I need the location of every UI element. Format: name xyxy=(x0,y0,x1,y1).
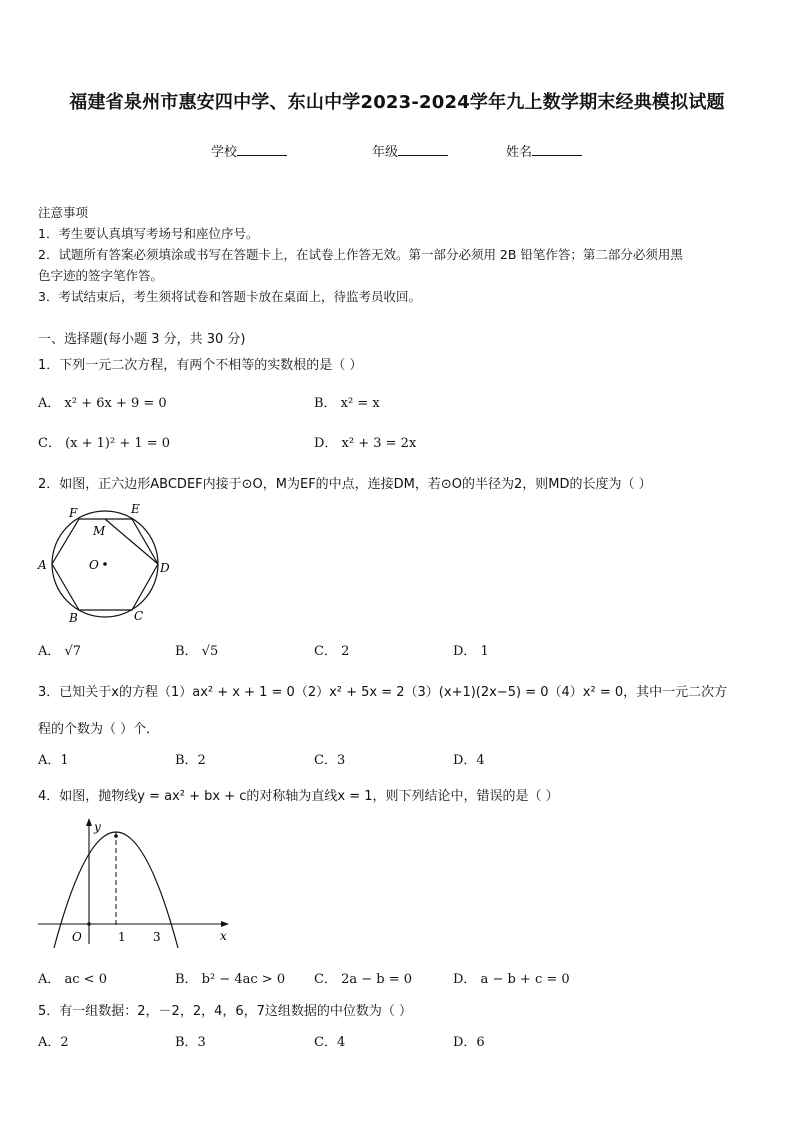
q5-option-c: C．4 xyxy=(314,1035,346,1050)
grade-field xyxy=(372,141,448,160)
q2-option-d: D． 1 xyxy=(453,644,489,659)
name-label: 姓名 xyxy=(506,145,533,160)
exam-title: 福建省泉州市惠安四中学、东山中学2023-2024学年九上数学期末经典模拟试题 xyxy=(69,92,725,113)
grade-label: 年级 xyxy=(372,145,399,160)
q3-option-b: B．2 xyxy=(175,753,206,768)
q5-option-d: D．6 xyxy=(453,1035,485,1050)
tick-3: 3 xyxy=(153,930,161,944)
q1-option-c: C． (x + 1)² + 1 = 0 xyxy=(38,436,171,451)
label-y: y xyxy=(94,820,101,834)
notice-heading: 注意事项 xyxy=(38,205,89,220)
q3-option-c: C．3 xyxy=(314,753,346,768)
q4-option-d: D． a − b + c = 0 xyxy=(453,972,570,987)
label-b: B xyxy=(69,611,78,625)
section-heading: 一、选择题(每小题 3 分，共 30 分) xyxy=(38,332,246,347)
label-m: M xyxy=(93,524,106,538)
q3-option-a: A．1 xyxy=(38,753,69,768)
q1-option-a: A． x² + 6x + 9 = 0 xyxy=(38,396,167,411)
notice-item-3: 3．考试结束后，考生须将试卷和答题卡放在桌面上，待监考员收回。 xyxy=(38,289,421,304)
label-c: C xyxy=(134,609,144,623)
segment-md xyxy=(105,519,158,564)
school-field xyxy=(211,141,287,160)
q5-option-b: B．3 xyxy=(175,1035,206,1050)
notice-item-2: 2．试题所有答案必须填涂或书写在答题卡上，在试卷上作答无效。第一部分必须用 2B 铅笔作答；第二部分必须用黑 xyxy=(38,247,683,262)
grade-blank xyxy=(398,143,448,156)
q4-stem: 4．如图，抛物线y = ax² + bx + c的对称轴为直线x = 1，则下列结论中，错误的是（ ） xyxy=(38,789,559,804)
q3-option-d: D．4 xyxy=(453,753,485,768)
hexagon-figure xyxy=(36,500,176,628)
q4-option-c: C． 2a − b = 0 xyxy=(314,972,413,987)
q4-option-a: A． ac < 0 xyxy=(38,972,107,987)
label-e: E xyxy=(131,502,140,516)
q2-option-c: C． 2 xyxy=(314,644,350,659)
q5-stem: 5．有一组数据：2，－2，2，4，6，7这组数据的中位数为（ ） xyxy=(38,1004,413,1019)
label-a: A xyxy=(38,558,47,572)
parabola-figure xyxy=(34,814,234,948)
vertex-point xyxy=(114,834,118,838)
label-d: D xyxy=(160,561,170,575)
q2-option-a: A． √7 xyxy=(38,644,82,659)
tick-1: 1 xyxy=(118,930,126,944)
school-label: 学校 xyxy=(211,145,238,160)
center-point xyxy=(103,562,107,566)
label-origin: O xyxy=(72,930,82,944)
label-x: x xyxy=(220,929,227,943)
q2-option-b: B． √5 xyxy=(175,644,219,659)
label-o: O xyxy=(89,558,99,572)
q5-option-a: A．2 xyxy=(38,1035,69,1050)
x-axis-arrow xyxy=(221,921,229,927)
notice-item-1: 1．考生要认真填写考场号和座位序号。 xyxy=(38,226,259,241)
q3-stem-cont: 程的个数为（ ）个． xyxy=(38,722,160,737)
q3-stem: 3．已知关于x的方程（1）ax² + x + 1 = 0（2）x² + 5x = 2（3）(x+1)(2x−5) = 0（4）x² = 0，其中一元二次方 xyxy=(38,685,728,700)
name-field xyxy=(506,141,582,160)
q1-option-b: B． x² = x xyxy=(314,396,380,411)
label-f: F xyxy=(69,506,78,520)
q2-stem: 2．如图，正六边形ABCDEF内接于⊙O，M为EF的中点，连接DM，若⊙O的半径为2，则MD的长度为（ ） xyxy=(38,477,652,492)
name-blank xyxy=(532,143,582,156)
q4-option-b: B． b² − 4ac > 0 xyxy=(175,972,286,987)
y-axis-arrow xyxy=(86,818,92,826)
q1-option-d: D． x² + 3 = 2x xyxy=(314,436,417,451)
notice-item-2-cont: 色字迹的签字笔作答。 xyxy=(38,268,164,283)
q1-stem: 1．下列一元二次方程，有两个不相等的实数根的是（ ） xyxy=(38,358,363,373)
school-blank xyxy=(237,143,287,156)
origin-point xyxy=(87,922,91,926)
